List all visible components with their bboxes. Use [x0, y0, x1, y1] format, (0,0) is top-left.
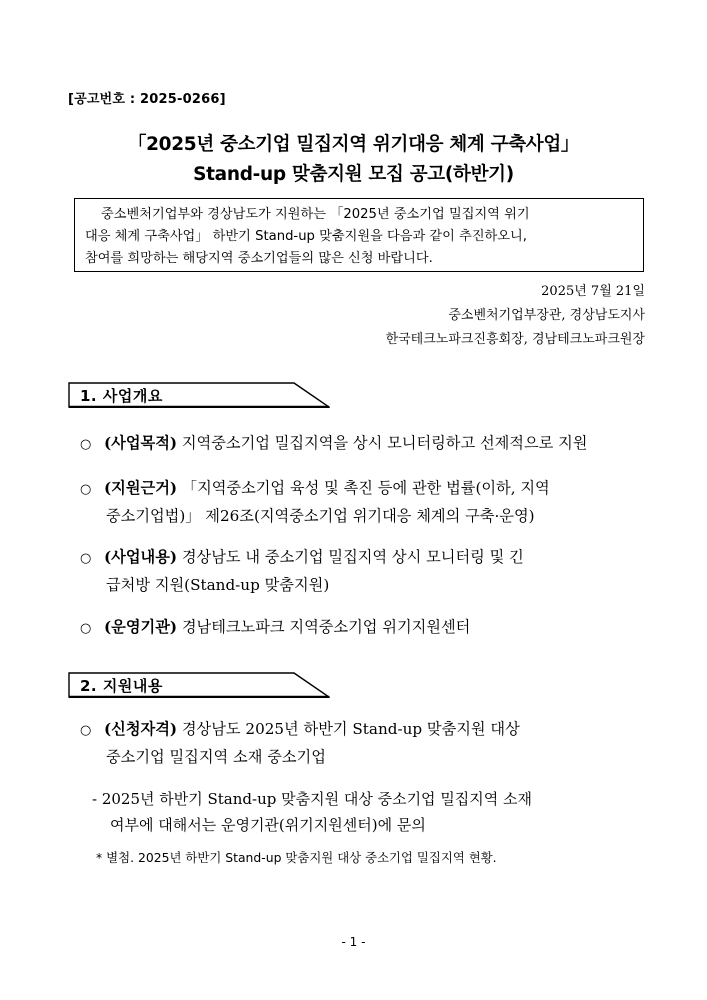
notice-number: [공고번호 : 2025-0266] [68, 92, 226, 107]
support-item-eligibility [80, 716, 650, 770]
intro-line: 대응 체계 구축사업」 하반기 Stand-up 맞춤지원을 다음과 같이 추진하오니, [85, 229, 527, 244]
section-heading-overview [68, 382, 330, 408]
notice-date: 2025년 7월 21일 [541, 284, 645, 299]
circle-bullet-icon: ○ [80, 723, 92, 738]
circle-bullet-icon: ○ [80, 437, 92, 452]
overview-item-purpose [80, 430, 650, 458]
section-heading-label: 1. 사업개요 [80, 387, 163, 405]
title-line-2: Stand-up 맞춤지원 모집 공고(하반기) [193, 164, 514, 185]
eligibility-inquiry-note [92, 786, 652, 838]
item-text: 「지역중소기업 육성 및 촉진 등에 관한 법률(이하, 지역 [181, 479, 550, 497]
item-key: (지원근거) [104, 479, 178, 497]
dash-text: - 2025년 하반기 Stand-up 맞춤지원 대상 중소기업 밀집지역 소재 [92, 790, 533, 808]
item-key: (사업목적) [104, 434, 178, 452]
section-heading-label: 2. 지원내용 [80, 677, 163, 695]
overview-item-operator [80, 614, 650, 642]
item-text: 경상남도 내 중소기업 밀집지역 상시 모니터링 및 긴 [181, 548, 524, 566]
circle-bullet-icon: ○ [80, 551, 92, 566]
circle-bullet-icon: ○ [80, 621, 92, 636]
dash-text: 여부에 대해서는 운영기관(위기지원센터)에 문의 [110, 816, 426, 834]
intro-box [74, 198, 644, 272]
title-line-1: 「2025년 중소기업 밀집지역 위기대응 체계 구축사업」 [127, 134, 580, 155]
section-heading-support [68, 672, 330, 698]
item-text: 경상남도 2025년 하반기 Stand-up 맞춤지원 대상 [181, 720, 520, 738]
intro-line: 참여를 희망하는 해당지역 중소기업들의 많은 신청 바랍니다. [85, 251, 433, 266]
item-text: 중소기업 밀집지역 소재 중소기업 [106, 748, 326, 766]
page-number: - 1 - [341, 935, 366, 949]
attachment-footnote: * 별첨. 2025년 하반기 Stand-up 맞춤지원 대상 중소기업 밀집지역 현황. [96, 850, 497, 865]
item-text: 중소기업법)」 제26조(지역중소기업 위기대응 체계의 구축·운영) [106, 507, 535, 525]
item-key: (사업내용) [104, 548, 178, 566]
item-text: 지역중소기업 밀집지역을 상시 모니터링하고 선제적으로 지원 [181, 434, 588, 452]
issuer-line-1: 중소벤처기업부장관, 경상남도지사 [448, 308, 645, 323]
item-text: 급처방 지원(Stand-up 맞춤지원) [106, 576, 330, 594]
circle-bullet-icon: ○ [80, 482, 92, 497]
item-text: 경남테크노파크 지역중소기업 위기지원센터 [181, 618, 471, 636]
item-key: (운영기관) [104, 618, 178, 636]
item-key: (신청자격) [104, 720, 178, 738]
overview-item-basis [80, 475, 650, 529]
overview-item-content [80, 544, 650, 598]
intro-line: 중소벤처기업부와 경상남도가 지원하는 「2025년 중소기업 밀집지역 위기 [101, 207, 530, 222]
issuer-line-2: 한국테크노파크진흥회장, 경남테크노파크원장 [385, 332, 645, 347]
